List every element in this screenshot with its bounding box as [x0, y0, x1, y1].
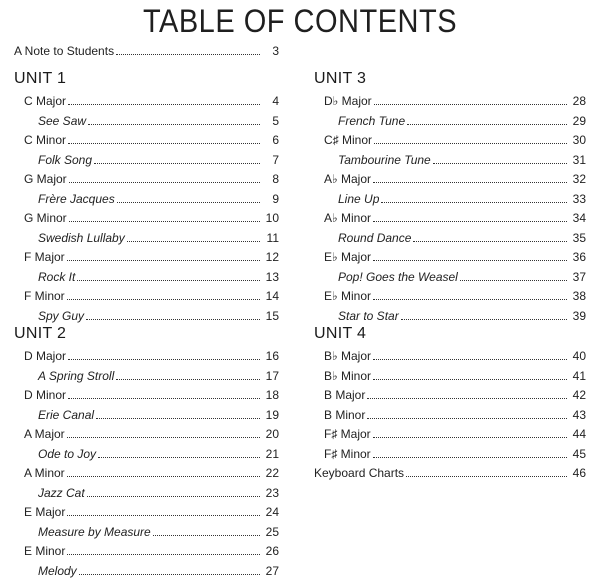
toc-entry[interactable] — [14, 519, 279, 539]
dot-leader — [96, 417, 260, 419]
toc-entry-label: F♯ Minor — [324, 446, 371, 461]
toc-entry-label: B♭ Major — [324, 349, 372, 363]
toc-entry[interactable] — [314, 186, 586, 206]
toc-entry[interactable] — [14, 88, 279, 108]
toc-entry-outro[interactable] — [314, 460, 586, 480]
dot-leader — [68, 142, 260, 144]
toc-entry[interactable] — [314, 441, 586, 461]
toc-entry-page: 3 — [272, 44, 279, 58]
toc-entry[interactable] — [14, 264, 279, 284]
toc-entry[interactable] — [14, 382, 279, 402]
toc-entry[interactable] — [14, 421, 279, 441]
toc-entry-label: Swedish Lullaby — [38, 230, 125, 245]
dot-leader — [117, 201, 260, 203]
toc-entry[interactable] — [14, 343, 279, 363]
toc-entry-page: 4 — [272, 94, 279, 108]
toc-entry-page: 13 — [265, 269, 279, 284]
toc-entry[interactable] — [314, 244, 586, 264]
toc-entry-label: Spy Guy — [38, 308, 85, 323]
dot-leader — [413, 240, 567, 242]
toc-entry-page: 46 — [572, 466, 586, 480]
toc-entry[interactable] — [14, 558, 279, 578]
toc-entry-page: 17 — [265, 368, 279, 383]
toc-entry-label: Folk Song — [38, 152, 93, 167]
toc-entry-page: 33 — [572, 191, 586, 206]
toc-entry-page: 40 — [572, 349, 586, 363]
toc-entry-label: Pop! Goes the Weasel — [338, 269, 458, 284]
toc-entry-page: 19 — [265, 407, 279, 422]
toc-entry[interactable] — [14, 499, 279, 519]
toc-entry-label: E♭ Major — [324, 250, 372, 264]
dot-leader — [406, 475, 567, 477]
toc-entry[interactable] — [314, 205, 586, 225]
toc-entry-label: See Saw — [38, 113, 87, 128]
toc-entry-label: Tambourine Tune — [338, 152, 431, 167]
toc-entry-page: 36 — [572, 250, 586, 264]
dot-leader — [374, 142, 567, 144]
dot-leader — [373, 298, 567, 300]
dot-leader — [88, 123, 260, 125]
toc-entry[interactable] — [14, 108, 279, 128]
toc-entry-label: F♯ Major — [324, 427, 371, 441]
unit-heading: UNIT 4 — [314, 325, 367, 342]
toc-entry-label: Line Up — [338, 191, 380, 206]
dot-leader — [153, 534, 260, 536]
toc-entry-page: 32 — [572, 172, 586, 186]
dot-leader — [67, 259, 260, 261]
toc-entry-page: 31 — [572, 152, 586, 167]
toc-entry-page: 34 — [572, 211, 586, 225]
toc-entry-label: E Major — [24, 505, 66, 519]
dot-leader — [373, 220, 567, 222]
dot-leader — [373, 259, 567, 261]
toc-entry-page: 45 — [572, 446, 586, 461]
toc-entry-label: Keyboard Charts — [314, 466, 405, 480]
toc-entry-page: 44 — [572, 427, 586, 441]
toc-entry-label: A♭ Major — [324, 172, 372, 186]
toc-entry-label: D♭ Major — [324, 94, 372, 108]
dot-leader — [67, 298, 260, 300]
dot-leader — [367, 417, 567, 419]
dot-leader — [373, 181, 567, 183]
toc-entry-page: 14 — [265, 289, 279, 303]
unit-heading: UNIT 2 — [14, 325, 67, 342]
toc-entry-page: 9 — [272, 191, 279, 206]
toc-entry-page: 5 — [272, 113, 279, 128]
toc-entry-label: B Minor — [324, 407, 366, 422]
dot-leader — [460, 279, 567, 281]
unit-heading: UNIT 1 — [14, 70, 67, 87]
toc-entry-page: 26 — [265, 544, 279, 558]
toc-entry-label: B Major — [324, 388, 366, 402]
page-title: TABLE OF CONTENTS — [142, 4, 458, 40]
dot-leader — [86, 318, 260, 320]
toc-entry[interactable] — [314, 166, 586, 186]
toc-entry-page: 27 — [265, 563, 279, 578]
toc-entry[interactable] — [14, 283, 279, 303]
toc-entry-label: Melody — [38, 563, 77, 578]
dot-leader — [373, 436, 567, 438]
toc-entry-label: Round Dance — [338, 230, 412, 245]
toc-entry[interactable] — [14, 205, 279, 225]
dot-leader — [433, 162, 567, 164]
toc-entry-page: 42 — [572, 388, 586, 402]
dot-leader — [367, 397, 567, 399]
toc-entry-label: E Minor — [24, 544, 66, 558]
toc-entry-label: A♭ Minor — [324, 211, 372, 225]
toc-entry-page: 18 — [265, 388, 279, 402]
toc-entry[interactable] — [14, 244, 279, 264]
dot-leader — [94, 162, 260, 164]
toc-entry-page: 23 — [265, 485, 279, 500]
toc-entry-page: 43 — [572, 407, 586, 422]
unit-heading: UNIT 3 — [314, 70, 367, 87]
toc-entry-page: 39 — [572, 308, 586, 323]
toc-entry[interactable] — [14, 147, 279, 167]
toc-entry[interactable] — [14, 303, 279, 323]
dot-leader — [373, 358, 567, 360]
toc-entry-label: A Minor — [24, 466, 65, 480]
toc-entry[interactable] — [314, 88, 586, 108]
toc-entry[interactable] — [314, 225, 586, 245]
toc-entry-label: C Major — [24, 94, 67, 108]
toc-entry-label: C Minor — [24, 133, 67, 147]
toc-entry-page: 38 — [572, 289, 586, 303]
toc-entry-page: 10 — [265, 211, 279, 225]
dot-leader — [116, 53, 260, 55]
toc-entry-label: Erie Canal — [38, 407, 95, 422]
toc-entry[interactable] — [14, 460, 279, 480]
toc-entry-page: 8 — [272, 172, 279, 186]
toc-entry-label: Frère Jacques — [38, 191, 115, 206]
toc-entry-page: 11 — [266, 230, 279, 245]
toc-entry-label: D Major — [24, 349, 67, 363]
toc-entry-label: A Note to Students — [14, 44, 115, 58]
dot-leader — [401, 318, 567, 320]
dot-leader — [374, 103, 567, 105]
toc-entry-label: A Major — [24, 427, 65, 441]
toc-entry-page: 6 — [272, 133, 279, 147]
toc-entry[interactable] — [314, 108, 586, 128]
dot-leader — [69, 220, 260, 222]
dot-leader — [77, 279, 260, 281]
toc-entry[interactable] — [314, 303, 586, 323]
toc-entry-page: 22 — [265, 466, 279, 480]
toc-entry-label: Ode to Joy — [38, 446, 97, 461]
toc-entry-label: Rock It — [38, 269, 76, 284]
toc-entry[interactable] — [14, 127, 279, 147]
toc-entry[interactable] — [14, 402, 279, 422]
toc-entry[interactable] — [14, 441, 279, 461]
toc-entry-label: G Minor — [24, 211, 67, 225]
toc-entry[interactable] — [14, 166, 279, 186]
toc-entry-page: 20 — [265, 427, 279, 441]
dot-leader — [68, 103, 260, 105]
toc-entry-label: G Major — [24, 172, 67, 186]
toc-entry-page: 35 — [572, 230, 586, 245]
toc-entry[interactable] — [314, 264, 586, 284]
toc-entry[interactable] — [314, 343, 586, 363]
toc-entry-page: 15 — [265, 308, 279, 323]
dot-leader — [67, 436, 260, 438]
toc-entry-page: 7 — [272, 152, 279, 167]
toc-entry-page: 28 — [572, 94, 586, 108]
dot-leader — [116, 378, 260, 380]
dot-leader — [68, 397, 260, 399]
toc-entry[interactable] — [314, 402, 586, 422]
toc-entry-page: 29 — [572, 113, 586, 128]
toc-entry-label: C♯ Minor — [324, 133, 373, 147]
toc-entry-label: Measure by Measure — [38, 524, 151, 539]
toc-entry-page: 21 — [265, 446, 279, 461]
toc-entry[interactable] — [14, 186, 279, 206]
toc-entry-page: 24 — [265, 505, 279, 519]
dot-leader — [67, 475, 260, 477]
dot-leader — [373, 456, 567, 458]
toc-entry[interactable] — [314, 283, 586, 303]
toc-entry-label: A Spring Stroll — [38, 368, 115, 383]
toc-entry-page: 37 — [572, 269, 586, 284]
toc-entry-label: B♭ Minor — [324, 368, 372, 383]
toc-entry[interactable] — [14, 538, 279, 558]
dot-leader — [127, 240, 260, 242]
toc-entry[interactable] — [14, 480, 279, 500]
toc-entry[interactable] — [14, 363, 279, 383]
dot-leader — [68, 358, 260, 360]
dot-leader — [79, 573, 260, 575]
toc-entry[interactable] — [314, 382, 586, 402]
toc-entry-label: D Minor — [24, 388, 67, 402]
toc-entry-intro[interactable] — [14, 38, 279, 58]
toc-entry-label: Star to Star — [338, 308, 399, 323]
toc-entry-page: 30 — [572, 133, 586, 147]
toc-entry-label: F Minor — [24, 289, 65, 303]
toc-entry[interactable] — [314, 127, 586, 147]
toc-entry-page: 12 — [265, 250, 279, 264]
toc-entry[interactable] — [14, 225, 279, 245]
toc-entry-label: F Major — [24, 250, 65, 264]
toc-entry-label: E♭ Minor — [324, 289, 372, 303]
dot-leader — [67, 514, 260, 516]
toc-entry-page: 41 — [572, 368, 586, 383]
dot-leader — [87, 495, 260, 497]
toc-entry-page: 16 — [265, 349, 279, 363]
dot-leader — [69, 181, 260, 183]
dot-leader — [373, 378, 567, 380]
dot-leader — [67, 553, 260, 555]
dot-leader — [381, 201, 567, 203]
toc-entry-label: French Tune — [338, 113, 406, 128]
toc-entry[interactable] — [314, 363, 586, 383]
dot-leader — [98, 456, 260, 458]
toc-entry-page: 25 — [265, 524, 279, 539]
toc-entry-label: Jazz Cat — [38, 485, 85, 500]
dot-leader — [407, 123, 567, 125]
toc-entry[interactable] — [314, 147, 586, 167]
toc-entry[interactable] — [314, 421, 586, 441]
